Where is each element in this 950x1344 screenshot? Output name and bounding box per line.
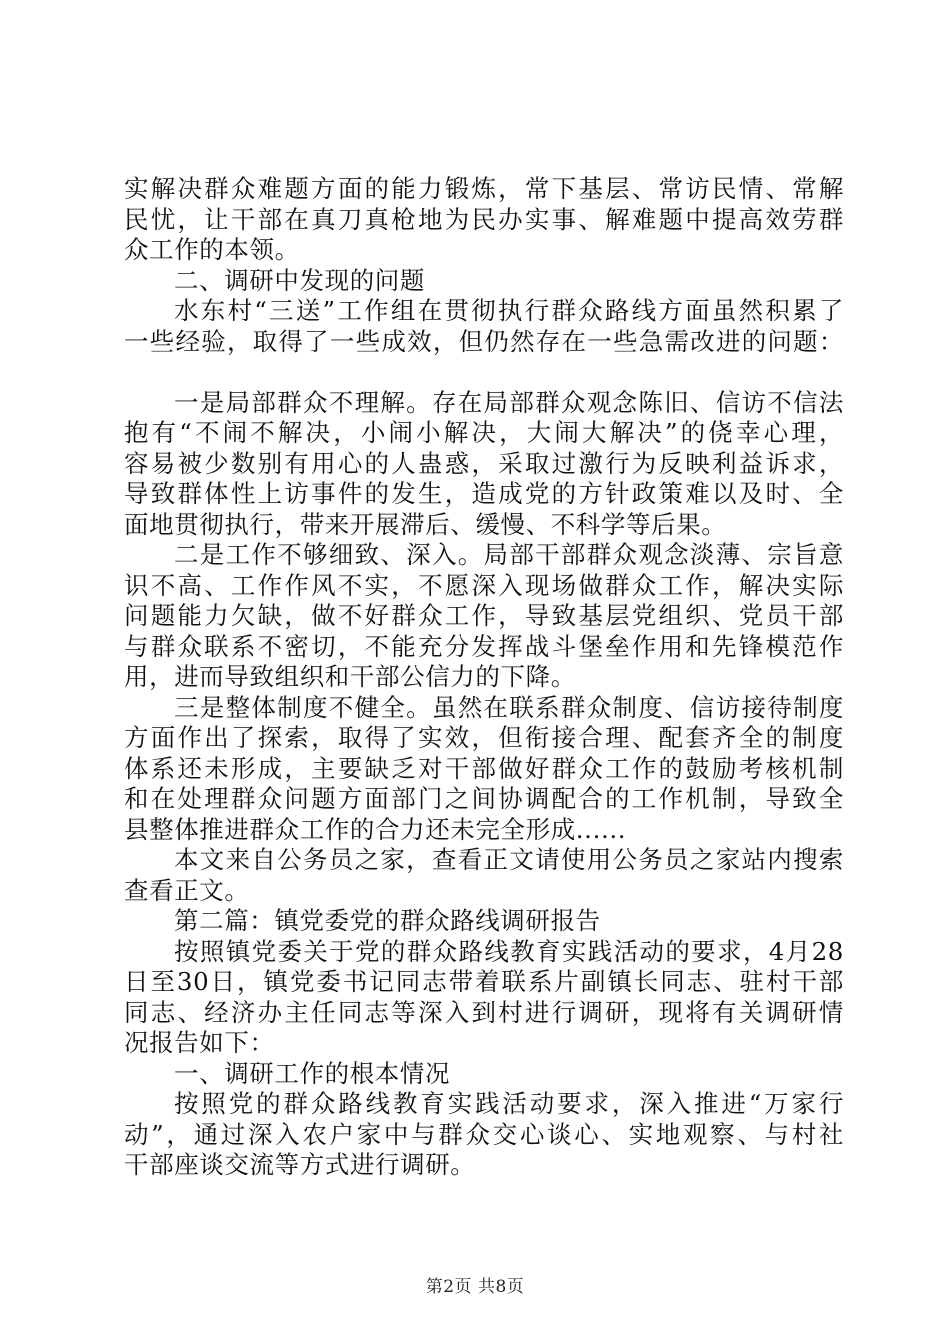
text-line: 面地贯彻执行，带来开展滞后、缓慢、不科学等后果。 [124,509,727,539]
page-number-footer: 第2页 共8页 [425,1277,525,1297]
text-line: 容易被少数别有用心的人蛊惑，采取过激行为反映利益诉求， [124,448,844,478]
text-line: 体系还未形成，主要缺乏对干部做好群众工作的鼓励考核机制 [124,753,844,783]
text-line: 方面作出了探索，取得了实效，但衔接合理、配套齐全的制度 [124,723,844,752]
text-line: 况报告如下： [124,1028,275,1057]
text-line: 动”，通过深入农户家中与群众交心谈心、实地观察、与村社 [124,1119,844,1149]
text-line: 二、调研中发现的问题 [174,265,425,295]
text-line: 按照党的群众路线教育实践活动要求，深入推进“万家行 [174,1089,844,1118]
blank-line [124,357,844,388]
text-line: 一是局部群众不理解。存在局部群众观念陈旧、信访不信法 [174,387,844,417]
text-line: 用，进而导致组织和干部公信力的下降。 [124,662,576,691]
text-line: 水东村“三送”工作组在贯彻执行群众路线方面虽然积累了 [174,296,844,325]
text-line: 和在处理群众问题方面部门之间协调配合的工作机制，导致全 [124,784,844,813]
text-line: 与群众联系不密切，不能充分发挥战斗堡垒作用和先锋模范作 [124,631,844,661]
text-line: 查看正文。 [124,875,250,905]
text-line: 实解决群众难题方面的能力锻炼，常下基层、常访民情、常解 [124,174,844,203]
text-line: 问题能力欠缺，做不好群众工作，导致基层党组织、党员干部 [124,601,844,630]
text-line: 干部座谈交流等方式进行调研。 [124,1150,476,1179]
document-body [124,174,844,1181]
text-line: 众工作的本领。 [124,235,300,264]
text-line: 日至30日，镇党委书记同志带着联系片副镇长同志、驻村干部 [124,967,844,996]
text-line: 民忧，让干部在真刀真枪地为民办实事、解难题中提高效劳群 [124,204,844,234]
text-line: 第二篇：镇党委党的群众路线调研报告 [174,906,601,935]
text-line: 识不高、工作作风不实，不愿深入现场做群众工作，解决实际 [124,570,844,600]
text-line: 按照镇党委关于党的群众路线教育实践活动的要求，4月28 [174,936,844,966]
text-line: 同志、经济办主任同志等深入到村进行调研，现将有关调研情 [124,997,844,1027]
text-line: 一、调研工作的根本情况 [174,1058,451,1088]
text-line: 二是工作不够细致、深入。局部干部群众观念淡薄、宗旨意 [174,540,844,569]
text-line: 县整体推进群众工作的合力还未完全形成...... [124,814,627,844]
text-line: 一些经验，取得了一些成效，但仍然存在一些急需改进的问题： [124,326,844,356]
text-line: 本文来自公务员之家，查看正文请使用公务员之家站内搜索 [174,845,844,874]
text-line: 抱有“不闹不解决，小闹小解决，大闹大解决”的侥幸心理， [124,418,844,447]
text-line: 导致群体性上访事件的发生，造成党的方针政策难以及时、全 [124,479,844,508]
text-line: 三是整体制度不健全。虽然在联系群众制度、信访接待制度 [174,692,844,722]
